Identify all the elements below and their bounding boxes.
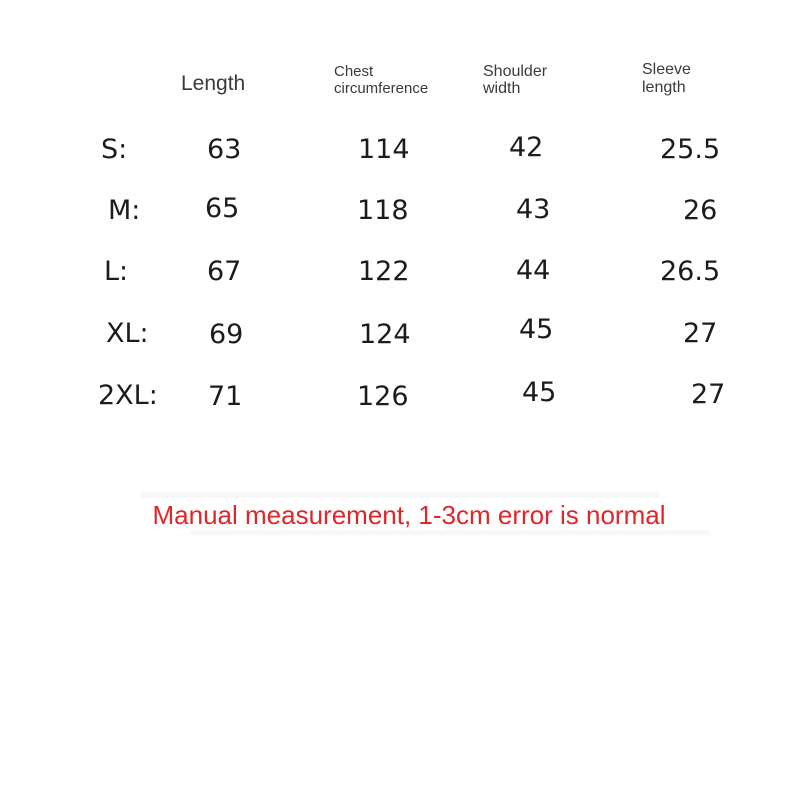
shoulder-value: 42 — [509, 132, 544, 163]
size-label: S: — [101, 134, 128, 165]
header-shoulder-width — [483, 63, 563, 97]
background-smudge — [140, 492, 660, 498]
header-sleeve-text: Sleeve length — [642, 61, 691, 96]
size-label: M: — [108, 195, 141, 226]
chest-value: 122 — [358, 256, 410, 287]
chest-value: 114 — [358, 134, 410, 165]
chest-value: 118 — [357, 195, 409, 226]
sleeve-value: 27 — [683, 318, 718, 349]
sleeve-value: 25.5 — [660, 134, 721, 165]
sleeve-value: 26 — [683, 195, 718, 226]
chest-value: 126 — [357, 381, 409, 412]
shoulder-value: 45 — [519, 314, 554, 345]
sleeve-value: 26.5 — [660, 256, 721, 287]
length-value: 65 — [205, 193, 240, 224]
size-label: L: — [104, 256, 129, 287]
shoulder-value: 44 — [516, 255, 551, 286]
length-value: 63 — [207, 134, 242, 165]
measurement-note: Manual measurement, 1-3cm error is normal — [152, 500, 666, 530]
length-value: 69 — [209, 319, 244, 350]
size-label: 2XL: — [98, 380, 158, 411]
sleeve-value: 27 — [691, 379, 726, 410]
header-chest-circumference — [334, 63, 454, 97]
header-chest-text: Chest circumference — [334, 63, 429, 97]
length-value: 67 — [207, 256, 242, 287]
length-value: 71 — [208, 381, 243, 412]
header-length: Length — [181, 72, 246, 95]
header-shoulder-text: Shoulder width — [483, 63, 548, 97]
shoulder-value: 43 — [516, 194, 551, 225]
header-sleeve-length — [642, 61, 712, 97]
shoulder-value: 45 — [522, 377, 557, 408]
size-label: XL: — [106, 318, 149, 349]
chest-value: 124 — [359, 319, 411, 350]
